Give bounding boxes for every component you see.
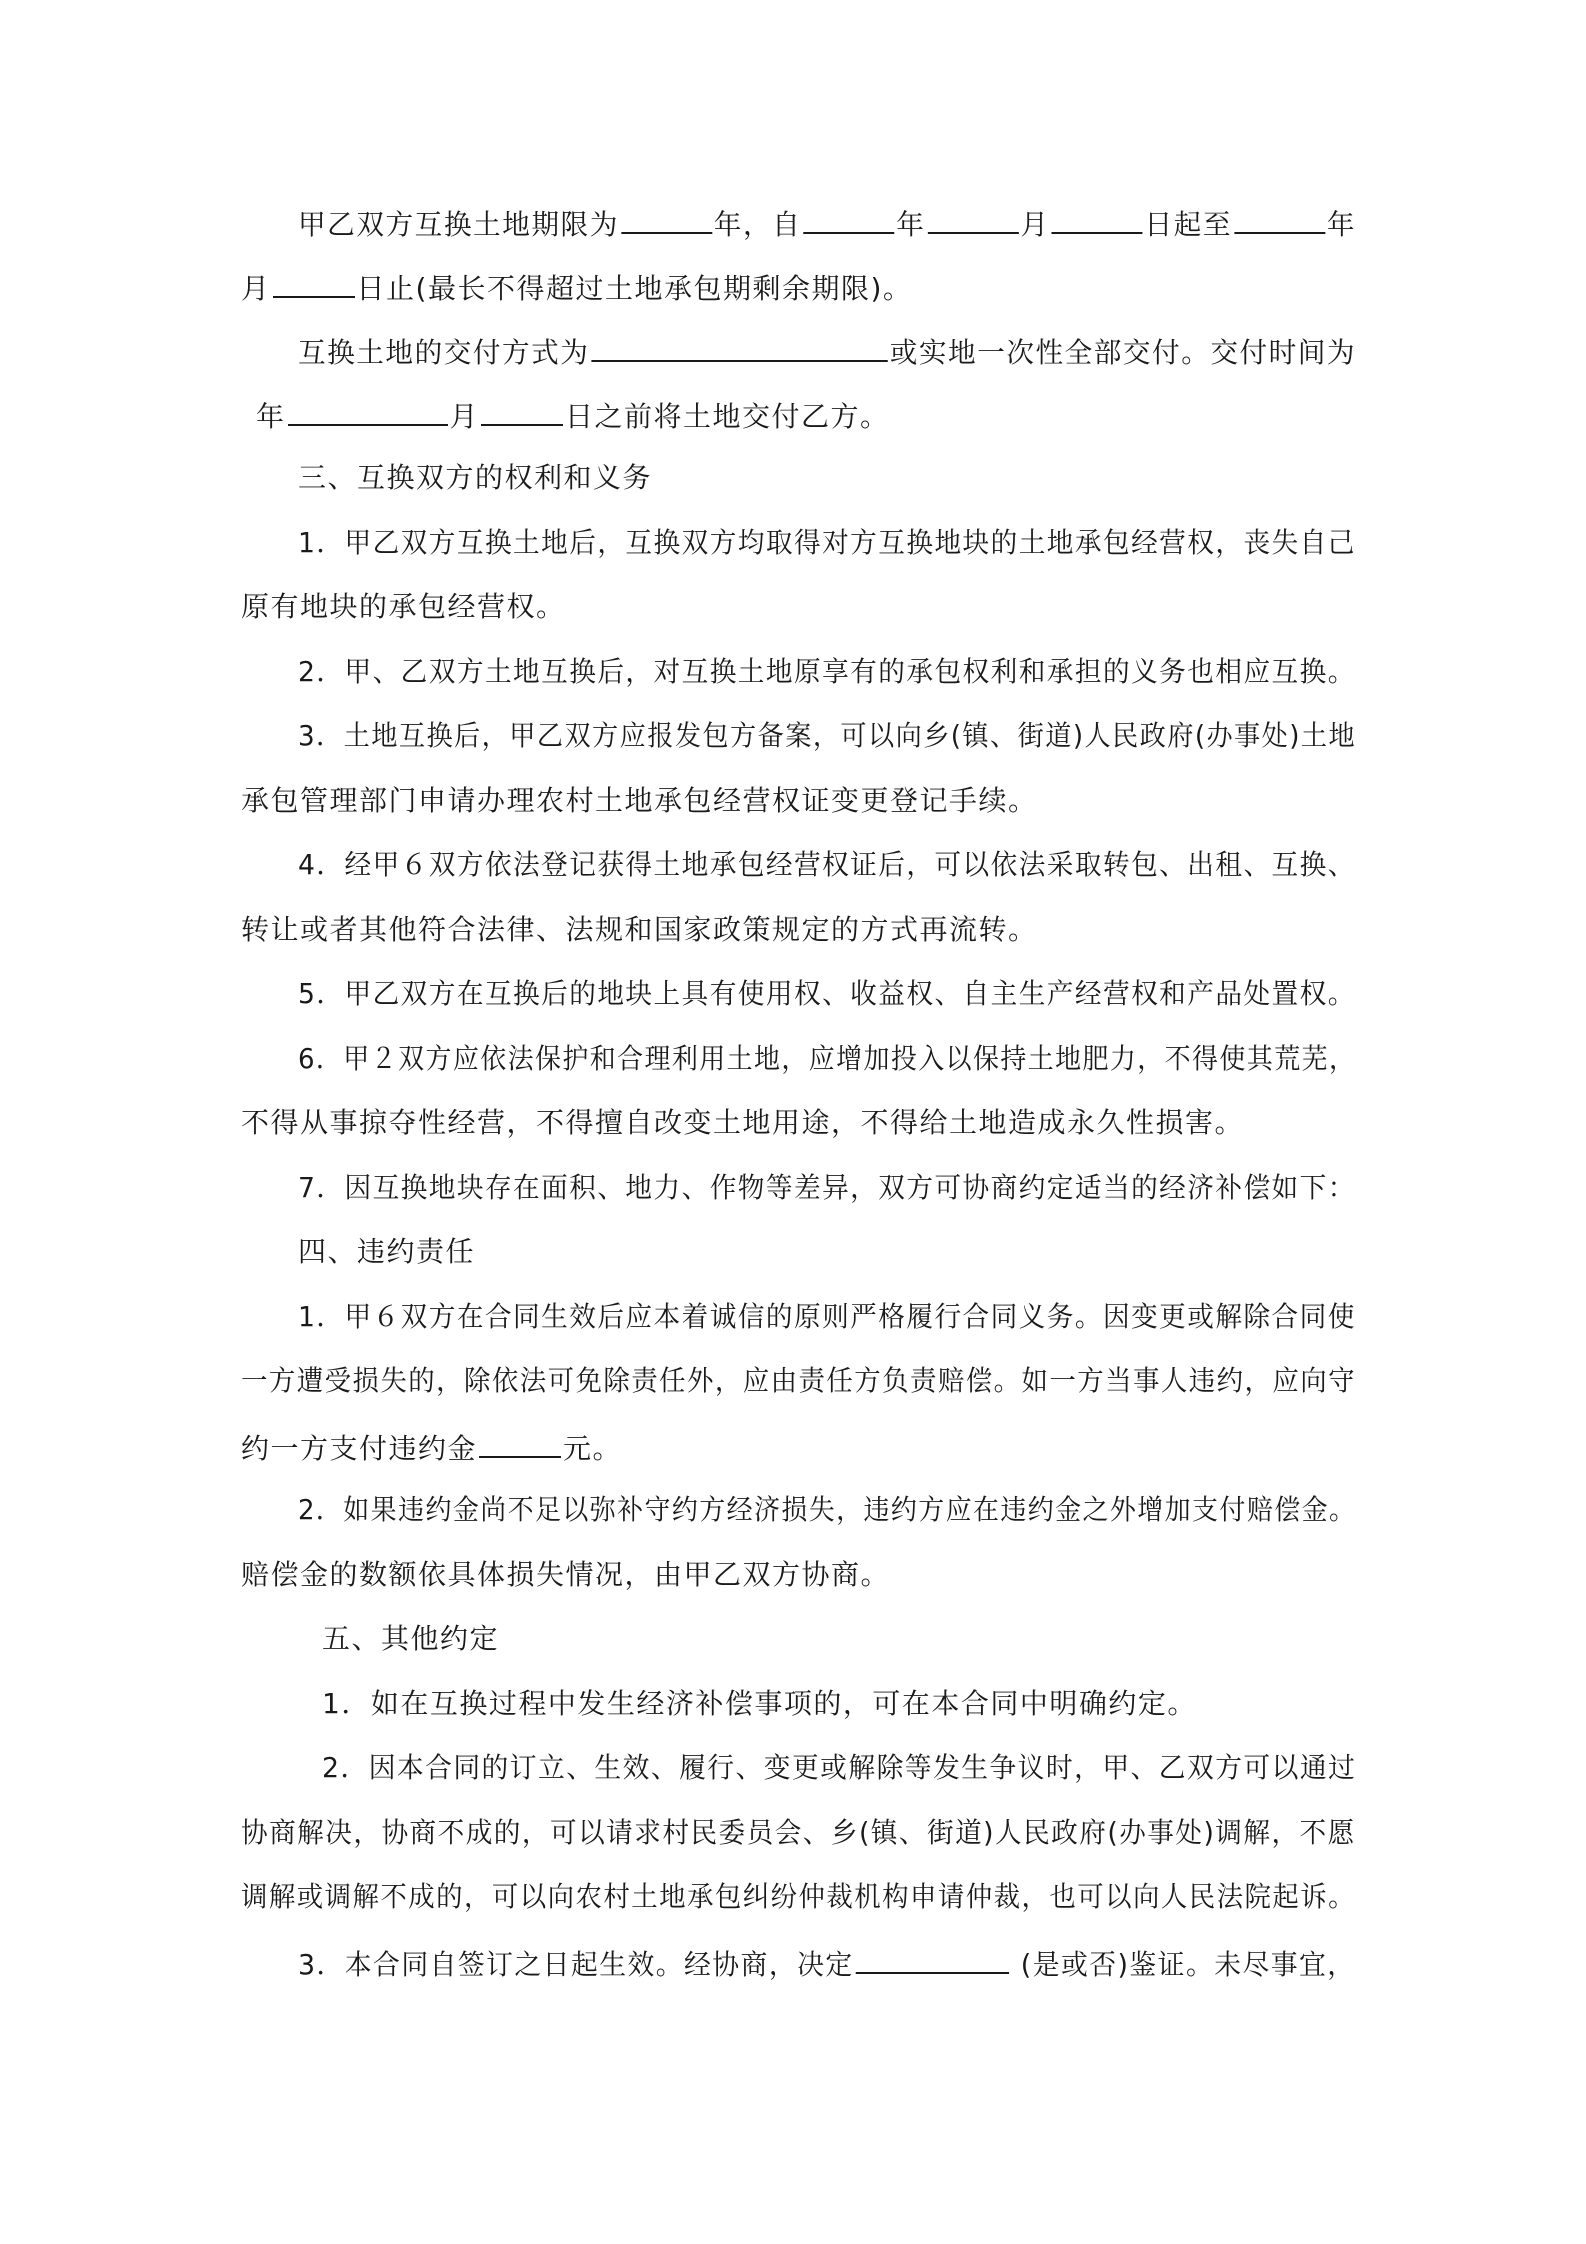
s5-item-3 (298, 1942, 1356, 1985)
s4-item-1-line-3 (241, 1426, 622, 1469)
term-label: 甲乙双方互换土地期限为 (298, 208, 619, 241)
s3-item-2: 2．甲、乙双方土地互换后，对互换土地原享有的承包权利和承担的义务也相应互换。 (298, 655, 1356, 688)
s3-item-4-line-1: 4．经甲６双方依法登记获得土地承包经营权证后，可以依法采取转包、出租、互换、 (298, 848, 1356, 881)
s5-item-2-line-2: 协商解决，协商不成的，可以请求村民委员会、乡(镇、街道)人民政府(办事处)调解，不愿 (241, 1816, 1356, 1849)
term-text: 年 (896, 208, 926, 241)
s3-item-1-line-2: 原有地块的承包经营权。 (241, 590, 566, 623)
s3-item-3-line-2: 承包管理部门申请办理农村土地承包经营权证变更登记手续。 (241, 784, 1038, 817)
s5-item-2-line-3: 调解或调解不成的，可以向农村土地承包纠纷仲裁机构申请仲裁，也可以向人民法院起诉。 (241, 1880, 1356, 1913)
term-text: 月 (241, 272, 271, 305)
delivery-text: 日之前将土地交付乙方。 (565, 400, 890, 433)
term-line-2 (241, 266, 912, 309)
section-5-heading: 五、其他约定 (322, 1622, 500, 1655)
s5-item-2-line-1: 2．因本合同的订立、生效、履行、变更或解除等发生争议时，甲、乙双方可以通过 (322, 1751, 1357, 1784)
s4-item-1-line-2: 一方遭受损失的，除依法可免除责任外，应由责任方负责赔偿。如一方当事人违约，应向守 (241, 1364, 1356, 1397)
s4-item-1-line-1: 1．甲６双方在合同生效后应本着诚信的原则严格履行合同义务。因变更或解除合同使 (298, 1300, 1356, 1333)
delivery-line-2 (256, 394, 890, 437)
s4-item-2-line-1: 2．如果违约金尚不足以弥补守约方经济损失，违约方应在违约金之外增加支付赔偿金。 (298, 1493, 1357, 1526)
section-4-heading: 四、违约责任 (298, 1235, 476, 1268)
penalty-label: 约一方支付违约金 (241, 1432, 478, 1465)
s5-item-1: 1．如在互换过程中发生经济补偿事项的，可在本合同中明确约定。 (322, 1687, 1197, 1720)
delivery-day-blank (481, 394, 563, 426)
start-day-blank (1052, 202, 1143, 234)
end-month-blank (273, 266, 355, 298)
s3-item-3-line-1: 3．土地互换后，甲乙双方应报发包方备案，可以向乡(镇、街道)人民政府(办事处)土地 (298, 719, 1357, 752)
term-text: 日止(最长不得超过土地承包期剩余期限)。 (356, 272, 913, 305)
delivery-label: 互换土地的交付方式为 (298, 336, 590, 369)
term-line-1 (298, 202, 1356, 245)
start-month-blank (927, 202, 1018, 234)
s3-item-6-line-2: 不得从事掠夺性经营，不得擅自改变土地用途，不得给土地造成永久性损害。 (241, 1106, 1245, 1139)
penalty-unit: 元。 (563, 1432, 623, 1465)
term-text: 年，自 (713, 208, 802, 241)
s3-item-1-line-1: 1．甲乙双方互换土地后，互换双方均取得对方互换地块的土地承包经营权，丧失自己 (298, 526, 1356, 559)
s3-item-4-line-2: 转让或者其他符合法律、法规和国家政策规定的方式再流转。 (241, 913, 1038, 946)
years-blank (621, 202, 712, 234)
term-text: 月 (1020, 208, 1050, 241)
term-text: 年 (1326, 208, 1357, 241)
delivery-text: 月 (449, 400, 480, 433)
s4-item-2-line-2: 赔偿金的数额依具体损失情况，由甲乙双方协商。 (241, 1558, 891, 1591)
section-3-heading: 三、互换双方的权利和义务 (298, 461, 653, 494)
delivery-text: 或实地一次性全部交付。交付时间为 (889, 336, 1357, 369)
end-year-blank (1234, 202, 1325, 234)
penalty-amount-blank (479, 1426, 561, 1458)
delivery-text: 年 (256, 400, 286, 433)
verification-label: 3．本合同自签订之日起生效。经协商，决定 (298, 1948, 854, 1981)
delivery-line-1 (298, 330, 1356, 373)
delivery-month-blank (288, 394, 448, 426)
s3-item-6-line-1: 6．甲２双方应依法保护和合理利用土地，应增加投入以保持土地肥力，不得使其荒芜， (298, 1042, 1357, 1075)
s3-item-7: 7．因互换地块存在面积、地力、作物等差异，双方可协商约定适当的经济补偿如下： (298, 1171, 1356, 1204)
term-text: 日起至 (1144, 208, 1232, 241)
s3-item-5: 5．甲乙双方在互换后的地块上具有使用权、收益权、自主生产经营权和产品处置权。 (298, 977, 1356, 1010)
delivery-method-blank (591, 330, 887, 362)
verification-text: (是或否)鉴证。未尽事宜， (1020, 1948, 1356, 1981)
verification-blank (856, 1942, 1009, 1974)
start-year-blank (803, 202, 894, 234)
